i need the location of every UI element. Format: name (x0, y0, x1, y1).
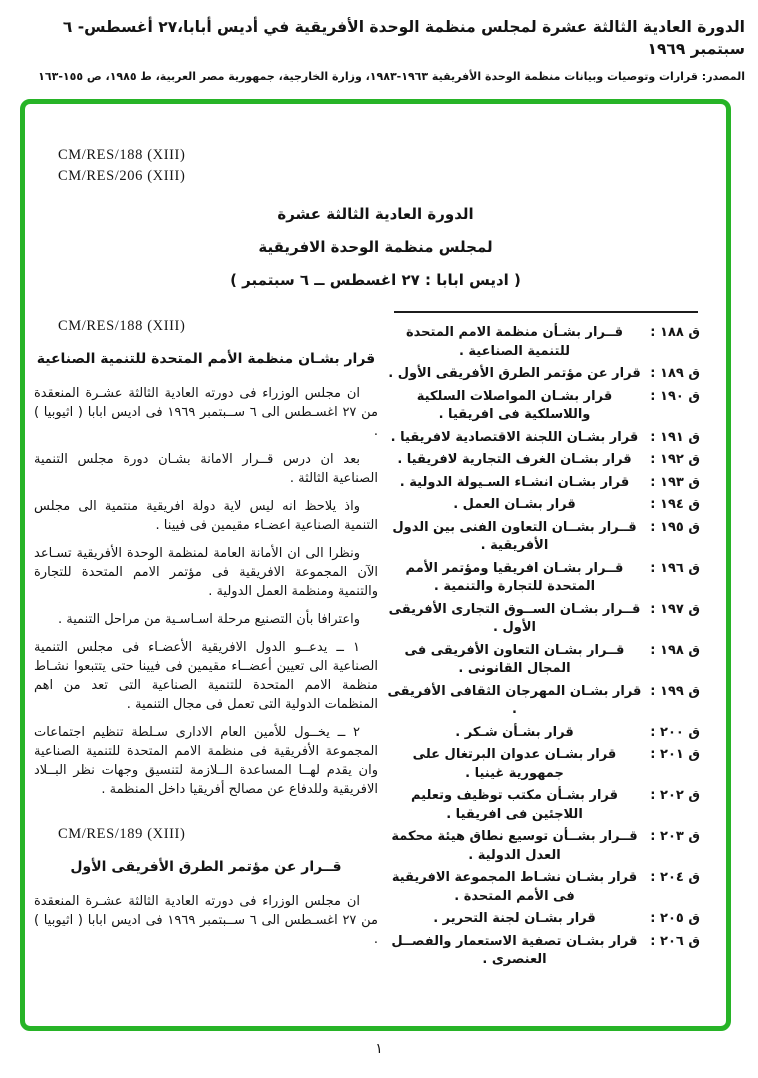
table-of-contents (386, 311, 700, 974)
toc-item-number: ق ٢٠٦ : (650, 933, 700, 949)
toc-item (386, 933, 700, 970)
toc-item-number: ق ٢٠٢ : (650, 788, 700, 803)
toc-item-number: ق ٢٠٣ : (650, 829, 700, 844)
resolution-paragraph: ١ ــ يدعــو الدول الافريقية الأعضـاء فى مجلس التنمية الصناعية الى تعيين أعضــاء مقيمين فى فيينا حتى يتتبعوا نشـاط منظمة الامم المتحدة للتنمية الصناعية التى تعد من اهم المنظمات الدولية التى تعمل فى مجال التنمية . (34, 640, 378, 712)
resolution-paragraph: واذ يلاحظ انه ليس لاية دولة افريقية منتمية الى مجلس التنمية الصناعية اعضـاء مقيمين فى فيينا . (34, 499, 378, 533)
toc-item (386, 683, 700, 720)
resolution-paragraph: ان مجلس الوزراء فى دورته العادية الثالثة عشـرة المنعقدة من ٢٧ اغسـطس الى ٦ ســبتمبر ١٩٦٩ فى اديس ابابا ( اثيوبيا ) . (34, 386, 379, 439)
document-frame (20, 99, 731, 1031)
toc-item-number: ق ٢٠٥ : (650, 911, 700, 926)
toc-item-text: قرار بشـان الغرف التجارية لافريقيا . (397, 452, 632, 467)
session-title-line-1: الدورة العادية الثالثة عشرة (277, 205, 474, 223)
toc-item (386, 519, 700, 556)
resolution-code: CM/RES/189 (XIII) (58, 826, 186, 842)
resolution-paragraph: ان مجلس الوزراء فى دورته العادية الثالثة عشـرة المنعقدة من ٢٧ اغسـطس الى ٦ ســبتمبر ١٩٦٩ فى اديس ابابا ( اثيوبيا ) . (34, 894, 379, 947)
resolution-code: CM/RES/188 (XIII) (58, 318, 186, 334)
toc-item-number: ق ١٩٩ : (650, 683, 700, 699)
toc-item-text: قــرار بشـأن منظمة الامم المتحدة للتنمية الصناعية . (406, 325, 623, 359)
toc-item-number: ق ١٩٢ : (650, 452, 700, 467)
toc-item-text: قرار بشـان تصفية الاستعمار والفصــل العنصرى . (391, 933, 638, 967)
ref-code-188: CM/RES/188 (XIII) (58, 147, 186, 163)
toc-item (386, 910, 700, 929)
toc-item-text: قرار بشـأن مكتب توظيف وتعليم اللاجئين فى افريقيا . (410, 788, 619, 822)
page-header (10, 16, 745, 84)
toc-item (386, 474, 700, 493)
toc-item-number: ق ١٩٨ : (650, 642, 700, 658)
resolution-paragraph: واعترافا بأن التصنيع مرحلة اسـاسـية من مراحل التنمية . (57, 612, 360, 627)
header-source-line: المصدر: قرارات وتوصيات وبيانات منظمة الوحدة الأفريقية ١٩٦٣-١٩٨٣، وزارة الخارجية، جمهورية مصر العربية، ط ١٩٨٥، ص ١٥٥-١٦٣ (38, 70, 745, 83)
toc-item-text: قــرار بشـان الســوق التجارى الأفريقى الأول . (388, 601, 641, 635)
toc-item-number: ق ١٩٥ : (650, 519, 700, 535)
toc-item-text: قرار بشـان نشـاط المجموعة الافريقية فى الأمم المتحدة . (391, 870, 638, 904)
toc-item (386, 560, 700, 597)
reference-codes (58, 145, 185, 187)
toc-item (386, 746, 700, 783)
resolution-paragraph: ٢ ــ يخــول للأمين العام الادارى سـلطة تنظيم اجتماعات المجموعة الأفريقية فى منظمة الامم المتحدة للتنمية الصناعية وان يقدم لهــا المساعدة الــلازمة لتنسيق وجهات نظر البــلاد الافريقية وللدفاع عن مصالح أفريقيا داخل المنظمة . (34, 725, 378, 797)
toc-item (386, 642, 700, 679)
toc-item-text: قرار بشـان العمل . (453, 497, 576, 512)
page-number: ١ (375, 1041, 383, 1057)
toc-item-text: قــرار بشـان التعاون الأفريقى فى المجال القانونى . (404, 642, 625, 676)
toc-item-number: ق ١٨٩ : (650, 366, 700, 381)
toc-item-text: قرار بشـان المواصلات السلكية واللاسلكية فى افريقيا . (416, 388, 613, 422)
toc-item-text: قــرار بشــان التعاون الفنى بين الدول الأفريقية . (392, 519, 637, 553)
toc-item-number: ق ١٩٧ : (650, 601, 700, 617)
toc-item-text: قرار عن مؤتمر الطرق الأفريقى الأول . (388, 366, 641, 381)
toc-item-number: ق ٢٠٠ : (650, 724, 700, 740)
toc-item (386, 601, 700, 638)
toc-item-text: قــرار بشــأن توسيع نطاق هيئة محكمة العدل الدولية . (391, 829, 638, 863)
resolution-title: قرار بشـان منظمة الأمم المتحدة للتنمية الصناعية (36, 351, 376, 367)
toc-item-number: ق ١٩٦ : (650, 560, 700, 576)
session-title (25, 198, 726, 297)
toc-item-text: قرار بشـان انشـاء السـيولة الدولية . (399, 474, 630, 490)
toc-item-text: قرار بشـان اللجنة الاقتصادية لافريقيا . (390, 429, 639, 445)
toc-item-text: قرار بشـان لجنة التحرير . (433, 911, 596, 926)
toc-item (386, 365, 700, 384)
toc-item-number: ق ١٨٨ : (650, 325, 700, 340)
resolutions-body (34, 317, 378, 967)
toc-item (386, 429, 700, 448)
toc-item-text: قرار بشـأن شـكر . (455, 724, 574, 740)
toc-item (386, 451, 700, 470)
toc-list (386, 324, 700, 970)
toc-item-text: قرار بشـان المهرجان الثقافى الأفريقى . (387, 683, 642, 717)
toc-item (386, 724, 700, 743)
toc-item (386, 324, 700, 361)
session-title-line-2: لمجلس منظمة الوحدة الافريقية (258, 238, 493, 256)
resolution-paragraph: بعد ان درس قــرار الامانة بشـان دورة مجلس التنمية الصناعية الثالثة . (34, 452, 378, 486)
toc-item (386, 869, 700, 906)
toc-item (386, 787, 700, 824)
resolution-section (34, 825, 378, 949)
toc-item-number: ق ٢٠١ : (650, 747, 700, 762)
toc-item (386, 496, 700, 515)
session-title-line-3: ( اديس ابابا : ٢٧ اغسطس ــ ٦ سبتمبر ) (230, 271, 521, 289)
toc-item-number: ق ١٩٣ : (650, 474, 700, 490)
resolution-paragraph: ونظرا الى ان الأمانة العامة لمنظمة الوحدة الأفريقية تسـاعد الآن المجموعة الافريقية فى مؤتمر الامم المتحدة للتجارة والتنمية ومنظمة العمل الدولية . (34, 546, 378, 599)
toc-item-number: ق ١٩٤ : (650, 497, 700, 512)
toc-item (386, 828, 700, 865)
toc-item-number: ق ٢٠٤ : (650, 870, 700, 885)
resolution-section (34, 317, 378, 799)
ref-code-206: CM/RES/206 (XIII) (58, 168, 186, 184)
resolution-title: قــرار عن مؤتمر الطرق الأفريقى الأول (70, 859, 342, 875)
toc-item-number: ق ١٩١ : (650, 429, 700, 445)
toc-item (386, 388, 700, 425)
toc-item-text: قرار بشـان عدوان البرتغال على جمهورية غينيا . (412, 747, 617, 781)
header-session-title: الدورة العادية الثالثة عشرة لمجلس منظمة الوحدة الأفريقية في أديس أبابا،٢٧ أغسطس- ٦ سبتمبر ١٩٦٩ (62, 18, 745, 58)
toc-divider-rule (394, 311, 698, 313)
toc-item-text: قــرار بشـان افريقيا ومؤتمر الأمم المتحدة للتجارة والتنمية . (405, 560, 624, 594)
toc-item-number: ق ١٩٠ : (650, 388, 700, 404)
